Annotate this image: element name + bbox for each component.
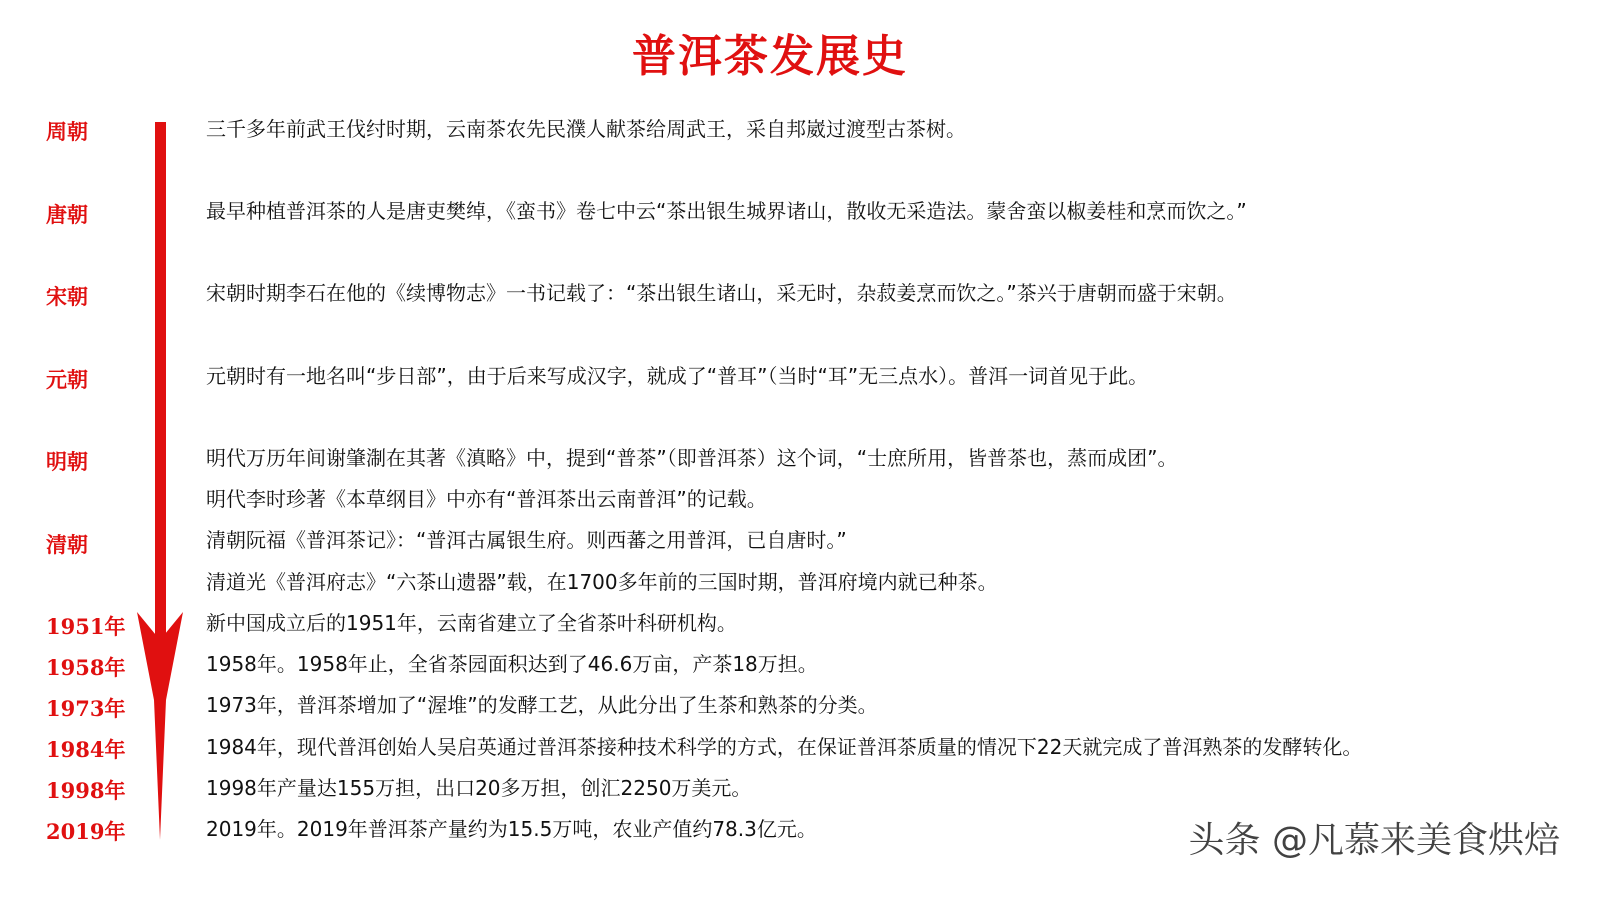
- history-line: 元朝时有一地名叫“步日部”，由于后来写成汉字，就成了“普耳”（当时“耳”无三点水）。普洱一词首见于此。: [206, 364, 1149, 388]
- era-label: 宋朝: [46, 284, 88, 309]
- era-label: 1984年: [46, 737, 126, 762]
- history-line: 1998年产量达155万担，出口20多万担，创汇2250万美元。: [206, 776, 752, 800]
- history-line: 宋朝时期李石在他的《续博物志》一书记载了：“茶出银生诸山，采无时，杂菽姜烹而饮之。”茶兴于唐朝而盛于宋朝。: [206, 281, 1237, 305]
- era-label: 周朝: [46, 119, 88, 144]
- history-line: 最早种植普洱茶的人是唐吏樊绰，《蛮书》卷七中云“茶出银生城界诸山，散收无采造法。蒙舍蛮以椒姜桂和烹而饮之。”: [206, 199, 1247, 223]
- era-label: 2019年: [46, 819, 126, 844]
- timeline-arrow-icon: [0, 0, 200, 860]
- era-label: 1973年: [46, 696, 126, 721]
- page-title: 普洱茶发展史: [632, 31, 908, 82]
- era-label: 明朝: [46, 449, 88, 474]
- history-line: 1984年，现代普洱创始人吴启英通过普洱茶接种技术科学的方式，在保证普洱茶质量的情况下22天就完成了普洱熟茶的发酵转化。: [206, 735, 1363, 759]
- era-label: 1958年: [46, 655, 126, 680]
- history-line: 明代李时珍著《本草纲目》中亦有“普洱茶出云南普洱”的记载。: [206, 487, 767, 511]
- watermark: 头条 @凡慕来美食烘焙: [1188, 820, 1560, 861]
- history-line: 1973年，普洱茶增加了“渥堆”的发酵工艺，从此分出了生茶和熟茶的分类。: [206, 693, 878, 717]
- history-line: 清道光《普洱府志》“六茶山遗器”载，在1700多年前的三国时期，普洱府境内就已种茶。: [206, 570, 998, 594]
- era-label: 清朝: [46, 532, 88, 557]
- history-line: 三千多年前武王伐纣时期，云南茶农先民濮人献茶给周武王，采自邦崴过渡型古茶树。: [206, 117, 966, 141]
- history-line: 1958年。1958年止，全省茶园面积达到了46.6万亩，产茶18万担。: [206, 652, 818, 676]
- history-line: 新中国成立后的1951年，云南省建立了全省茶叶科研机构。: [206, 611, 737, 635]
- history-line: 明代万历年间谢肇淛在其著《滇略》中，提到“普茶”（即普洱茶）这个词，“士庶所用，皆普茶也，蒸而成团”。: [206, 446, 1178, 470]
- era-label: 元朝: [46, 367, 88, 392]
- history-line: 2019年。2019年普洱茶产量约为15.5万吨，农业产值约78.3亿元。: [206, 817, 817, 841]
- era-label: 1998年: [46, 778, 126, 803]
- era-label: 1951年: [46, 614, 126, 639]
- history-line: 清朝阮福《普洱茶记》：“普洱古属银生府。则西蕃之用普洱，已自唐时。”: [206, 528, 847, 552]
- era-label: 唐朝: [46, 202, 88, 227]
